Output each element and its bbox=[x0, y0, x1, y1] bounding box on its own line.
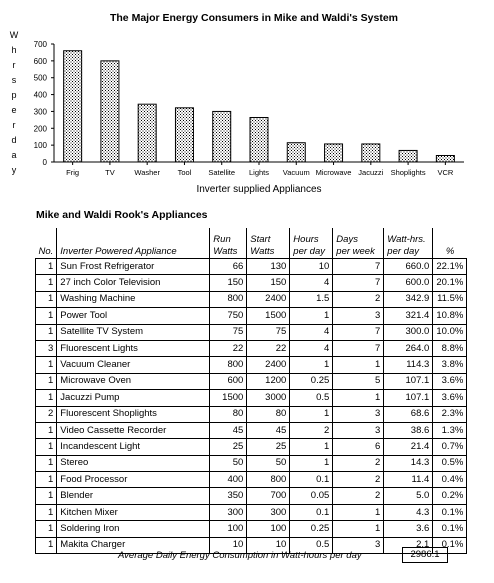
cell-run-watts: 66 bbox=[210, 259, 247, 275]
header-hours-line1: Hours bbox=[293, 234, 319, 245]
y-tick-label: 500 bbox=[33, 73, 47, 83]
cell-hours: 1 bbox=[290, 357, 333, 373]
x-tick-label: Lights bbox=[248, 168, 270, 177]
table-row bbox=[36, 521, 467, 537]
cell-no: 1 bbox=[36, 504, 57, 520]
cell-days: 7 bbox=[333, 340, 384, 356]
cell-run-watts: 75 bbox=[210, 324, 247, 340]
cell-appliance: Food Processor bbox=[57, 472, 210, 488]
cell-days: 3 bbox=[333, 406, 384, 422]
x-tick-label: VCR bbox=[437, 168, 454, 177]
cell-watt-hrs: 5.0 bbox=[384, 488, 433, 504]
footer-total: 2986.1 bbox=[402, 547, 448, 563]
cell-hours: 1 bbox=[290, 455, 333, 471]
cell-no: 1 bbox=[36, 308, 57, 324]
cell-start-watts: 75 bbox=[247, 324, 290, 340]
header-start-watts bbox=[247, 228, 290, 259]
cell-pct: 22.1% bbox=[433, 259, 467, 275]
table-row bbox=[36, 291, 467, 307]
cell-hours: 0.5 bbox=[290, 390, 333, 406]
cell-appliance: Satellite TV System bbox=[57, 324, 210, 340]
cell-run-watts: 800 bbox=[210, 357, 247, 373]
header-start-watts-line2: Watts bbox=[250, 246, 275, 257]
bars bbox=[64, 51, 455, 162]
cell-hours: 2 bbox=[290, 422, 333, 438]
cell-days: 3 bbox=[333, 308, 384, 324]
x-tick-label: Jacuzzi bbox=[358, 168, 384, 177]
cell-appliance: Kitchen Mixer bbox=[57, 504, 210, 520]
y-axis-label-letter: p bbox=[11, 90, 17, 100]
cell-appliance: Fluorescent Lights bbox=[57, 340, 210, 356]
cell-no: 1 bbox=[36, 357, 57, 373]
cell-pct: 10.8% bbox=[433, 308, 467, 324]
bar-chart bbox=[0, 0, 494, 205]
table-row bbox=[36, 259, 467, 275]
table-row bbox=[36, 373, 467, 389]
cell-no: 1 bbox=[36, 537, 57, 553]
cell-run-watts: 1500 bbox=[210, 390, 247, 406]
bar-tv bbox=[101, 61, 119, 162]
header-days-line2: per week bbox=[336, 246, 375, 257]
y-axis-label-letter: y bbox=[11, 165, 17, 175]
cell-run-watts: 22 bbox=[210, 340, 247, 356]
header-run-watts-line1: Run bbox=[213, 234, 231, 245]
header-start-watts-line1: Start bbox=[250, 234, 271, 245]
cell-hours: 1 bbox=[290, 439, 333, 455]
bar-microwave bbox=[325, 144, 343, 162]
bar-lights bbox=[250, 117, 268, 162]
cell-pct: 0.1% bbox=[433, 537, 467, 553]
cell-appliance: Washing Machine bbox=[57, 291, 210, 307]
table-header-row bbox=[36, 228, 467, 259]
y-axis-label-letter: s bbox=[11, 75, 17, 85]
cell-watt-hrs: 600.0 bbox=[384, 275, 433, 291]
header-hours bbox=[290, 228, 333, 259]
bar-shoplights bbox=[399, 150, 417, 162]
cell-days: 1 bbox=[333, 390, 384, 406]
cell-start-watts: 80 bbox=[247, 406, 290, 422]
cell-run-watts: 750 bbox=[210, 308, 247, 324]
cell-run-watts: 25 bbox=[210, 439, 247, 455]
cell-days: 7 bbox=[333, 275, 384, 291]
cell-hours: 4 bbox=[290, 324, 333, 340]
cell-run-watts: 300 bbox=[210, 504, 247, 520]
cell-no: 1 bbox=[36, 472, 57, 488]
cell-start-watts: 50 bbox=[247, 455, 290, 471]
header-watt-hrs-line2: per day bbox=[387, 246, 419, 257]
table-title: Mike and Waldi Rook's Appliances bbox=[36, 209, 208, 221]
cell-start-watts: 700 bbox=[247, 488, 290, 504]
y-tick-label: 300 bbox=[33, 107, 47, 117]
cell-appliance: Incandescent Light bbox=[57, 439, 210, 455]
y-tick-label: 0 bbox=[42, 158, 47, 167]
cell-appliance: Fluorescent Shoplights bbox=[57, 406, 210, 422]
header-days bbox=[333, 228, 384, 259]
table-row bbox=[36, 340, 467, 356]
cell-start-watts: 2400 bbox=[247, 291, 290, 307]
cell-watt-hrs: 4.3 bbox=[384, 504, 433, 520]
cell-watt-hrs: 2.1 bbox=[384, 537, 433, 553]
cell-start-watts: 25 bbox=[247, 439, 290, 455]
cell-days: 2 bbox=[333, 455, 384, 471]
x-tick-label: Satellite bbox=[208, 168, 236, 177]
cell-watt-hrs: 264.0 bbox=[384, 340, 433, 356]
cell-pct: 1.3% bbox=[433, 422, 467, 438]
cell-no: 1 bbox=[36, 390, 57, 406]
cell-days: 1 bbox=[333, 521, 384, 537]
cell-days: 6 bbox=[333, 439, 384, 455]
cell-days: 3 bbox=[333, 422, 384, 438]
cell-hours: 0.1 bbox=[290, 504, 333, 520]
table-row bbox=[36, 324, 467, 340]
cell-start-watts: 3000 bbox=[247, 390, 290, 406]
cell-start-watts: 150 bbox=[247, 275, 290, 291]
bar-jacuzzi bbox=[362, 144, 380, 162]
table-row bbox=[36, 390, 467, 406]
cell-start-watts: 1200 bbox=[247, 373, 290, 389]
cell-appliance: Power Tool bbox=[57, 308, 210, 324]
cell-hours: 1 bbox=[290, 308, 333, 324]
cell-no: 1 bbox=[36, 259, 57, 275]
table-row bbox=[36, 488, 467, 504]
cell-start-watts: 2400 bbox=[247, 357, 290, 373]
cell-appliance: Soldering Iron bbox=[57, 521, 210, 537]
cell-run-watts: 800 bbox=[210, 291, 247, 307]
cell-start-watts: 1500 bbox=[247, 308, 290, 324]
cell-watt-hrs: 11.4 bbox=[384, 472, 433, 488]
cell-pct: 3.6% bbox=[433, 390, 467, 406]
cell-hours: 0.1 bbox=[290, 472, 333, 488]
cell-start-watts: 300 bbox=[247, 504, 290, 520]
cell-appliance: Microwave Oven bbox=[57, 373, 210, 389]
cell-appliance: 27 inch Color Television bbox=[57, 275, 210, 291]
table-row bbox=[36, 422, 467, 438]
cell-appliance: Vacuum Cleaner bbox=[57, 357, 210, 373]
cell-no: 1 bbox=[36, 455, 57, 471]
cell-run-watts: 50 bbox=[210, 455, 247, 471]
cell-start-watts: 100 bbox=[247, 521, 290, 537]
cell-watt-hrs: 107.1 bbox=[384, 390, 433, 406]
bar-frig bbox=[64, 51, 82, 162]
appliance-table bbox=[35, 228, 467, 554]
cell-hours: 0.05 bbox=[290, 488, 333, 504]
bar-vacuum bbox=[287, 143, 305, 162]
cell-hours: 4 bbox=[290, 275, 333, 291]
cell-pct: 3.8% bbox=[433, 357, 467, 373]
x-tick-label: Frig bbox=[66, 168, 80, 177]
y-tick-label: 100 bbox=[33, 141, 47, 151]
chart-title: The Major Energy Consumers in Mike and Waldi's System bbox=[109, 12, 399, 24]
cell-pct: 3.6% bbox=[433, 373, 467, 389]
table-row bbox=[36, 357, 467, 373]
cell-no: 1 bbox=[36, 439, 57, 455]
cell-days: 2 bbox=[333, 291, 384, 307]
cell-no: 1 bbox=[36, 488, 57, 504]
cell-no: 1 bbox=[36, 521, 57, 537]
bar-tool bbox=[175, 108, 193, 162]
header-appliance: Inverter Powered Appliance bbox=[57, 228, 210, 259]
header-run-watts bbox=[210, 228, 247, 259]
cell-days: 7 bbox=[333, 259, 384, 275]
table-row bbox=[36, 275, 467, 291]
cell-run-watts: 150 bbox=[210, 275, 247, 291]
x-tick-label: Microwave bbox=[315, 168, 352, 177]
header-pct: % bbox=[433, 228, 467, 259]
cell-run-watts: 350 bbox=[210, 488, 247, 504]
cell-days: 2 bbox=[333, 488, 384, 504]
cell-pct: 0.1% bbox=[433, 504, 467, 520]
cell-run-watts: 400 bbox=[210, 472, 247, 488]
cell-watt-hrs: 3.6 bbox=[384, 521, 433, 537]
cell-watt-hrs: 114.3 bbox=[384, 357, 433, 373]
cell-watt-hrs: 300.0 bbox=[384, 324, 433, 340]
cell-pct: 11.5% bbox=[433, 291, 467, 307]
x-tick-label: Shoplights bbox=[390, 168, 426, 177]
cell-hours: 1.5 bbox=[290, 291, 333, 307]
cell-watt-hrs: 660.0 bbox=[384, 259, 433, 275]
y-tick-label: 400 bbox=[33, 90, 47, 100]
cell-pct: 2.3% bbox=[433, 406, 467, 422]
header-no: No. bbox=[36, 228, 57, 259]
cell-appliance: Jacuzzi Pump bbox=[57, 390, 210, 406]
y-axis-label-letter: h bbox=[11, 45, 17, 55]
cell-watt-hrs: 14.3 bbox=[384, 455, 433, 471]
y-axis bbox=[34, 40, 54, 167]
table-row bbox=[36, 455, 467, 471]
table-row bbox=[36, 308, 467, 324]
cell-days: 7 bbox=[333, 324, 384, 340]
cell-start-watts: 130 bbox=[247, 259, 290, 275]
x-tick-label: Vacuum bbox=[282, 168, 310, 177]
y-tick-label: 600 bbox=[33, 56, 47, 66]
cell-no: 1 bbox=[36, 275, 57, 291]
cell-start-watts: 45 bbox=[247, 422, 290, 438]
cell-hours: 0.25 bbox=[290, 521, 333, 537]
cell-run-watts: 600 bbox=[210, 373, 247, 389]
cell-watt-hrs: 107.1 bbox=[384, 373, 433, 389]
cell-no: 1 bbox=[36, 291, 57, 307]
cell-pct: 0.4% bbox=[433, 472, 467, 488]
x-axis-title: Inverter supplied Appliances bbox=[196, 184, 322, 195]
cell-no: 1 bbox=[36, 324, 57, 340]
y-axis-label-letter: e bbox=[11, 105, 17, 115]
cell-hours: 4 bbox=[290, 340, 333, 356]
cell-pct: 0.5% bbox=[433, 455, 467, 471]
table-row bbox=[36, 472, 467, 488]
y-axis-label-letter: r bbox=[12, 60, 16, 70]
header-days-line1: Days bbox=[336, 234, 358, 245]
table-row bbox=[36, 439, 467, 455]
header-watt-hrs bbox=[384, 228, 433, 259]
cell-days: 1 bbox=[333, 504, 384, 520]
footer-label: Average Daily Energy Consumption in Watt-hours per day bbox=[118, 550, 362, 561]
cell-days: 5 bbox=[333, 373, 384, 389]
cell-start-watts: 22 bbox=[247, 340, 290, 356]
x-tick-label: TV bbox=[105, 168, 115, 177]
bar-satellite bbox=[213, 111, 231, 162]
cell-no: 1 bbox=[36, 373, 57, 389]
cell-watt-hrs: 321.4 bbox=[384, 308, 433, 324]
x-tick-label: Washer bbox=[134, 168, 160, 177]
cell-appliance: Video Cassette Recorder bbox=[57, 422, 210, 438]
cell-pct: 20.1% bbox=[433, 275, 467, 291]
x-axis bbox=[54, 162, 464, 177]
y-axis-label bbox=[10, 30, 19, 175]
cell-start-watts: 800 bbox=[247, 472, 290, 488]
cell-days: 3 bbox=[333, 537, 384, 553]
cell-watt-hrs: 21.4 bbox=[384, 439, 433, 455]
y-axis-label-letter: d bbox=[11, 135, 17, 145]
cell-hours: 10 bbox=[290, 259, 333, 275]
cell-appliance: Stereo bbox=[57, 455, 210, 471]
y-tick-label: 700 bbox=[33, 40, 47, 49]
cell-watt-hrs: 68.6 bbox=[384, 406, 433, 422]
cell-days: 2 bbox=[333, 472, 384, 488]
cell-run-watts: 100 bbox=[210, 521, 247, 537]
cell-run-watts: 80 bbox=[210, 406, 247, 422]
cell-no: 2 bbox=[36, 406, 57, 422]
cell-pct: 10.0% bbox=[433, 324, 467, 340]
cell-pct: 8.8% bbox=[433, 340, 467, 356]
cell-watt-hrs: 342.9 bbox=[384, 291, 433, 307]
header-run-watts-line2: Watts bbox=[213, 246, 238, 257]
cell-appliance: Sun Frost Refrigerator bbox=[57, 259, 210, 275]
cell-run-watts: 10 bbox=[210, 537, 247, 553]
cell-start-watts: 10 bbox=[247, 537, 290, 553]
cell-pct: 0.2% bbox=[433, 488, 467, 504]
y-tick-label: 200 bbox=[33, 124, 47, 134]
cell-hours: 1 bbox=[290, 406, 333, 422]
cell-days: 1 bbox=[333, 357, 384, 373]
cell-watt-hrs: 38.6 bbox=[384, 422, 433, 438]
cell-hours: 0.25 bbox=[290, 373, 333, 389]
y-axis-label-letter: a bbox=[11, 150, 17, 160]
cell-run-watts: 45 bbox=[210, 422, 247, 438]
bar-washer bbox=[138, 104, 156, 162]
cell-appliance: Blender bbox=[57, 488, 210, 504]
cell-pct: 0.7% bbox=[433, 439, 467, 455]
cell-no: 1 bbox=[36, 422, 57, 438]
table-row bbox=[36, 504, 467, 520]
header-watt-hrs-line1: Watt-hrs. bbox=[387, 234, 426, 245]
table-row bbox=[36, 406, 467, 422]
header-hours-line2: per day bbox=[293, 246, 325, 257]
y-axis-label-letter: W bbox=[9, 30, 19, 40]
cell-appliance: Makita Charger bbox=[57, 537, 210, 553]
cell-no: 3 bbox=[36, 340, 57, 356]
cell-pct: 0.1% bbox=[433, 521, 467, 537]
x-tick-label: Tool bbox=[177, 168, 192, 177]
bar-vcr bbox=[436, 155, 454, 162]
y-axis-label-letter: r bbox=[12, 120, 16, 130]
cell-hours: 0.5 bbox=[290, 537, 333, 553]
